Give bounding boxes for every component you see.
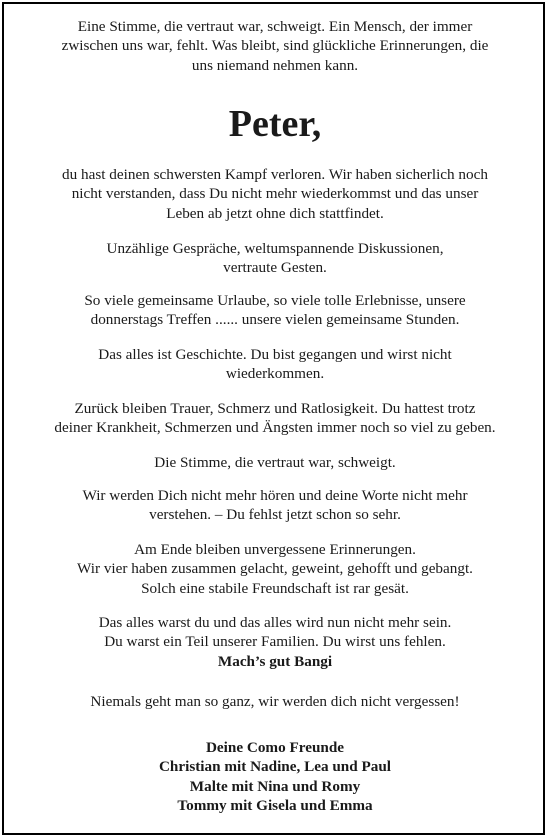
text-line: Solch eine stabile Freundschaft ist rar gesät. xyxy=(141,579,409,597)
text-line: Leben ab jetzt ohne dich stattfindet. xyxy=(166,204,384,222)
text-line: nicht verstanden, dass Du nicht mehr wiederkommst und das unser xyxy=(71,185,479,203)
text-line: So viele gemeinsame Urlaube, so viele tolle Erlebnisse, unsere xyxy=(84,292,466,309)
text-line: deiner Krankheit, Schmerzen und Ängsten immer noch so viel zu geben. xyxy=(54,419,496,437)
text-line: vertraute Gesten. xyxy=(223,259,327,277)
text-line: donnerstags Treffen ...... unsere vielen gemeinsame Stunden. xyxy=(90,311,460,329)
signatory-line: Deine Como Freunde xyxy=(205,739,345,756)
intro-line: zwischen uns war, fehlt. Was bleibt, sind glückliche Erinnerungen, die xyxy=(61,37,489,55)
closing-line xyxy=(6,692,544,711)
intro-line: Eine Stimme, die vertraut war, schweigt. Ein Mensch, der immer xyxy=(77,18,473,35)
paragraph-geschichte xyxy=(6,345,544,384)
deceased-name: Peter, xyxy=(228,103,322,145)
text-line: Die Stimme, die vertraut war, schweigt. xyxy=(154,454,396,471)
paragraph-gespraeche xyxy=(6,239,544,278)
paragraph-hoeren xyxy=(6,486,544,525)
text-line: Wir werden Dich nicht mehr hören und deine Worte nicht mehr xyxy=(82,487,468,504)
signatory-line: Tommy mit Gisela und Emma xyxy=(177,797,373,815)
signatory-line: Christian mit Nadine, Lea und Paul xyxy=(158,758,392,776)
text-line: Am Ende bleiben unvergessene Erinnerungen. xyxy=(134,541,416,558)
text-line: Das alles warst du und das alles wird nun nicht mehr sein. xyxy=(98,614,452,631)
signatory-line: Malte mit Nina und Romy xyxy=(189,777,361,795)
farewell-line xyxy=(6,652,544,671)
signatories xyxy=(6,738,544,816)
paragraph-urlaube xyxy=(6,291,544,330)
text-line: Zurück bleiben Trauer, Schmerz und Ratlosigkeit. Du hattest trotz xyxy=(74,400,476,417)
intro-line: uns niemand nehmen kann. xyxy=(191,56,359,74)
text-line: wiederkommen. xyxy=(225,365,325,383)
paragraph-trauer xyxy=(6,399,544,438)
text-line: Das alles ist Geschichte. Du bist gegangen und wirst nicht xyxy=(98,346,452,363)
text-line: Unzählige Gespräche, weltumspannende Diskussionen, xyxy=(106,240,444,257)
paragraph-kampf xyxy=(6,165,544,223)
text-line: Wir vier haben zusammen gelacht, geweint, gehofft und gebangt. xyxy=(77,560,473,578)
obituary-notice xyxy=(6,6,544,834)
text-line: du hast deinen schwersten Kampf verloren. Wir haben sicherlich noch xyxy=(62,166,488,183)
text-line: Mach’s gut Bangi xyxy=(217,653,333,670)
paragraph-warst xyxy=(6,613,544,652)
text-line: Du warst ein Teil unserer Familien. Du wirst uns fehlen. xyxy=(104,633,446,651)
paragraph-stimme xyxy=(6,453,544,472)
text-line: Niemals geht man so ganz, wir werden dich nicht vergessen! xyxy=(90,693,460,710)
paragraph-ende xyxy=(6,540,544,598)
intro-paragraph xyxy=(6,17,544,75)
text-line: verstehen. – Du fehlst jetzt schon so sehr. xyxy=(149,506,401,524)
